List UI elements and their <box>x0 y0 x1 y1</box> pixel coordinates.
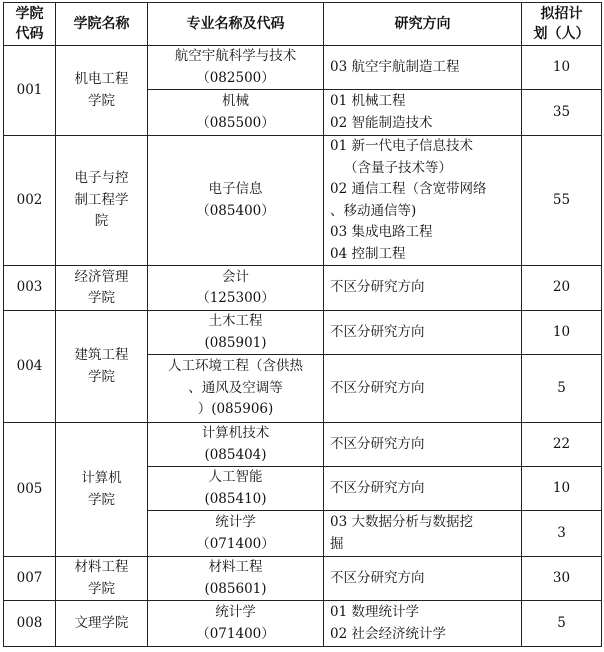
major-name: 统计学 <box>215 604 256 620</box>
direction-cell <box>324 90 522 136</box>
major-code: (085404) <box>204 446 267 463</box>
quota-cell: 10 <box>522 311 602 355</box>
quota-cell: 22 <box>522 423 602 467</box>
direction-cell <box>324 601 522 647</box>
direction-line: （含量子技术等） <box>344 159 452 176</box>
direction-line: 01 新一代电子信息技术 <box>330 138 473 154</box>
college-name <box>56 46 148 136</box>
direction-cell <box>324 423 522 467</box>
college-name-line: 经济管理 <box>74 268 129 285</box>
major-code: （125300） <box>196 290 275 306</box>
quota-cell: 55 <box>522 136 602 266</box>
college-name-line: 计算机 <box>81 470 122 486</box>
major-code: （085400） <box>196 202 275 219</box>
header-quota-line: 划（人） <box>533 26 590 42</box>
table-row <box>4 557 602 601</box>
college-name <box>56 557 148 601</box>
major-code: （071400） <box>196 625 275 642</box>
enrollment-table <box>3 2 602 647</box>
direction-cell <box>324 467 522 511</box>
major-cell <box>148 467 324 511</box>
major-code: 、通风及空调等 <box>188 379 283 396</box>
direction-line: 不区分研究方向 <box>330 569 425 586</box>
major-code: （085500） <box>196 114 275 131</box>
college-name <box>56 311 148 423</box>
college-code: 001 <box>4 46 56 136</box>
college-code: 002 <box>4 136 56 266</box>
major-cell <box>148 601 324 647</box>
college-name <box>56 266 148 311</box>
direction-line: 03 航空宇航制造工程 <box>330 58 460 75</box>
major-cell <box>148 311 324 355</box>
major-cell <box>148 355 324 423</box>
header-college-code <box>4 3 56 46</box>
major-cell <box>148 90 324 136</box>
table-row <box>4 46 602 90</box>
quota-cell: 20 <box>522 266 602 311</box>
direction-line: 掘 <box>330 535 344 552</box>
college-name-line: 院 <box>94 213 109 230</box>
direction-line: 不区分研究方向 <box>330 323 425 340</box>
major-name: 计算机技术 <box>201 425 270 441</box>
major-code: (085601) <box>204 580 267 597</box>
college-name-line: 建筑工程 <box>74 347 129 363</box>
college-name-line: 制工程学 <box>74 191 129 208</box>
college-code: 008 <box>4 601 56 647</box>
direction-line: 02 社会经济统计学 <box>330 625 446 642</box>
direction-line: 04 控制工程 <box>330 245 406 262</box>
direction-cell <box>324 136 522 266</box>
quota-cell: 10 <box>522 467 602 511</box>
direction-line: 不区分研究方向 <box>330 435 425 452</box>
college-code: 003 <box>4 266 56 311</box>
direction-cell <box>324 46 522 90</box>
direction-cell <box>324 557 522 601</box>
direction-line: 不区分研究方向 <box>330 479 425 496</box>
major-code: （071400） <box>196 535 275 552</box>
major-code: （082500） <box>196 69 275 86</box>
direction-line: 03 大数据分析与数据挖 <box>330 514 473 530</box>
table-row <box>4 601 602 647</box>
major-name: 人工智能 <box>208 469 263 485</box>
quota-cell: 5 <box>522 601 602 647</box>
direction-cell <box>324 355 522 423</box>
major-code: (085410) <box>204 490 267 507</box>
college-code: 005 <box>4 423 56 557</box>
major-cell <box>148 511 324 557</box>
direction-line: 02 通信工程（含宽带网络 <box>330 181 487 197</box>
major-name: 材料工程 <box>208 559 263 575</box>
major-name: 电子信息 <box>208 181 263 197</box>
college-name <box>56 601 148 647</box>
table-row <box>4 423 602 467</box>
college-name-line: 学院 <box>88 580 115 597</box>
major-code: (085901) <box>204 334 267 351</box>
major-cell <box>148 557 324 601</box>
quota-cell: 35 <box>522 90 602 136</box>
college-name <box>56 423 148 557</box>
college-name-line: 材料工程 <box>74 559 129 575</box>
major-name: 统计学 <box>215 514 256 530</box>
direction-line: 不区分研究方向 <box>330 279 425 296</box>
college-name-line: 学院 <box>88 92 115 109</box>
college-code: 007 <box>4 557 56 601</box>
college-name-line: 学院 <box>88 491 115 508</box>
header-code-line: 代码 <box>15 26 44 42</box>
major-name: 人工环境工程（含供热 <box>168 358 303 375</box>
college-code: 004 <box>4 311 56 423</box>
header-direction: 研究方向 <box>324 3 522 46</box>
major-name: 机械 <box>222 93 249 109</box>
direction-line: 02 智能制造技术 <box>330 114 433 131</box>
direction-line: 、移动通信等) <box>330 202 417 219</box>
quota-cell: 3 <box>522 511 602 557</box>
major-name: 航空宇航科学与技术 <box>174 48 297 64</box>
table-row <box>4 136 602 266</box>
direction-line: 01 数理统计学 <box>330 604 419 620</box>
header-row <box>4 3 602 46</box>
table-row <box>4 311 602 355</box>
header-quota-line: 拟招计 <box>540 6 583 22</box>
direction-line: 01 机械工程 <box>330 93 406 109</box>
college-name <box>56 136 148 266</box>
direction-line: 03 集成电路工程 <box>330 224 433 240</box>
header-quota <box>522 3 602 46</box>
college-name-line: 文理学院 <box>74 614 129 631</box>
major-cell <box>148 266 324 311</box>
college-name-line: 机电工程 <box>74 71 129 87</box>
college-name-line: 电子与控 <box>74 170 129 187</box>
header-code-line: 学院 <box>15 6 44 22</box>
direction-cell <box>324 266 522 311</box>
major-cell <box>148 136 324 266</box>
major-code: ）(085906) <box>197 401 274 418</box>
direction-cell <box>324 311 522 355</box>
college-name-line: 学院 <box>88 368 115 385</box>
college-name-line: 学院 <box>88 290 115 306</box>
quota-cell: 5 <box>522 355 602 423</box>
major-name: 土木工程 <box>208 313 263 329</box>
major-cell <box>148 46 324 90</box>
quota-cell: 10 <box>522 46 602 90</box>
major-name: 会计 <box>222 268 249 285</box>
direction-cell <box>324 511 522 557</box>
header-major: 专业名称及代码 <box>148 3 324 46</box>
table-row <box>4 266 602 311</box>
direction-line: 不区分研究方向 <box>330 379 425 396</box>
major-cell <box>148 423 324 467</box>
quota-cell: 30 <box>522 557 602 601</box>
header-college-name: 学院名称 <box>56 3 148 46</box>
